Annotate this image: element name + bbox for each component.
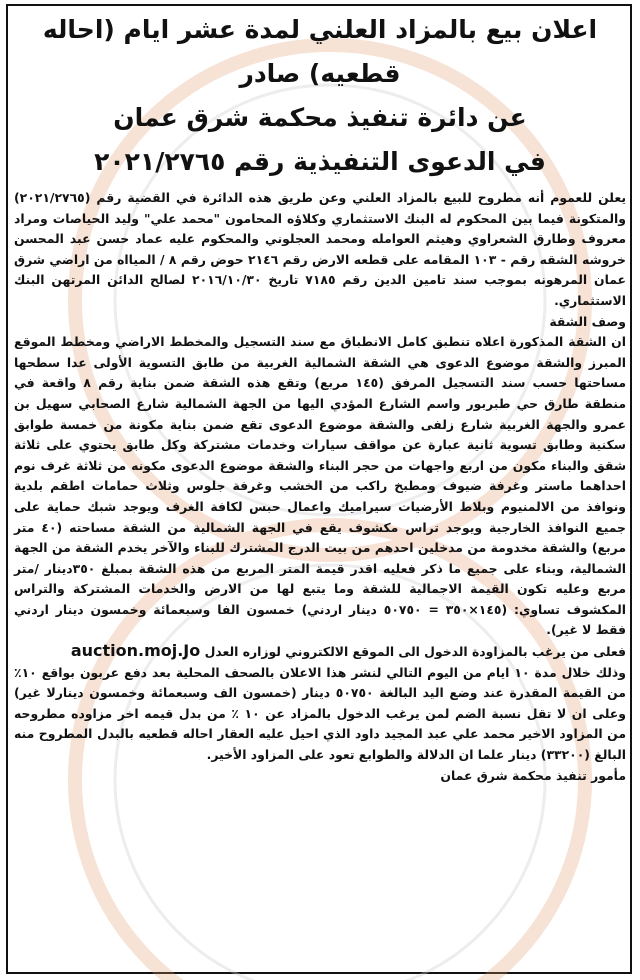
intro-paragraph: يعلن للعموم أنه مطروح للبيع بالمزاد العلني وعن طريق هذه الدائرة في القضية رقم (٢٠٢١/٢٧٦٥) والمتكونة فيما بين المحكوم له البنك الاستثماري وكلاؤه المحامون "محمد علي" وليد الحياصات ومراد معروف وطارق الشعراوي وهيثم العوامله ومحمد العجلوني والمحكوم عليه عماد حسن عبد المحسن خروشه الشقه رقم - ١٠٣ المقامه على قطعه الارض رقم ٢١٤٦ حوض رقم ٨ / الميااه من اراضي شرق عمان المرهونه بموجب سند تامين الدين رقم ٧١٨٥ تاريخ ٢٠١٦/١٠/٣٠ لصالح الدائن المرتهن البنك الاستثماري.	[14, 190, 626, 308]
title-line-3: في الدعوى التنفيذية رقم ٢٠٢١/٢٧٦٥	[94, 147, 546, 176]
terms-paragraph: وذلك خلال مدة ١٠ ايام من اليوم التالي لنشر هذا الاعلان بالصحف المحلية بعد دفع عربون بواقع ١٠٪ من القيمة المقدرة عند وضع اليد البالغة ٥٠٧٥٠ دينار (خمسون الف وسبعمائة وخمسون دينارلا غير) وعلى ان لا تقل نسبة الضم لمن يرغب الدخول بالمزاد عن ١٠ ٪ من بدل قيمه اخر مزاوده مطروحه من المزاود الاخير محمد علي عبد المجيد داود الذي احيل عليه العقار احاله قطعيه بالبدل المطروح منه البالغ (٣٣٢٠٠) دينار علما ان الدلالة والطوابع تعود على المزاود الأخير.	[14, 664, 626, 763]
title-line-1: اعلان بيع بالمزاد العلني لمدة عشر ايام (احاله قطعيه) صادر	[42, 15, 598, 88]
description-paragraph: ان الشقة المذكورة اعلاه تنطبق كامل الانطباق مع سند التسجيل والمخطط الاراضي ومخطط الموقع المبرز والشقة موضوع الدعوى هي الشقة الشمالية الغربية من طابق التسوية الأولى عدا سطحها مساحتها حسب سند التسجيل المرفق (١٤٥ مربع) وتقع هذه الشقة ضمن بناية رقم ٨ واقعة في منطقة طارق حي طبربور واسم الشارع المؤدي اليها من الجهة الشمالية شارع الصحابي سهيل بن عمرو والجهة الغربية شارع زلفى والشقة موضوع الدعوى تقع ضمن بناية مكونة من خمسة طوابق سكنية وطابق تسوية ثانية عبارة عن مواقف سيارات وخدمات مشتركة وكل طابق يحتوي على ثلاثة شقق والبناء مكون من اربع واجهات من حجر البناء والشقة موضوع الدعوى مكونه من ثلاثة غرف نوم احداهما ماستر وغرفة ضيوف ومطبخ راكب من الخشب وغرفة جلوس وثلاث حمامات اطقم بلدية ونوافذ من الالمنيوم وبلاط الأرضيات سيراميك واعمال حبس لكافة الغرف ويوجد شبك حماية على جميع النوافذ الخارجية ويوجد تراس مكشوف يقع في الجهة الشمالية من الشقة مساحته (٤٠ متر مربع) والشقة مخدومة من مدخلين احدهم من بيت الدرج المشترك للبناء والآخر يخدم الشقة من الجهة الشمالية، وبناء على جميع ما ذكر فعليه اقدر قيمة المتر المربع من هذه الشقة بمبلغ ٣٥٠دينار /متر مربع وعليه تكون القيمة الاجمالية للشقة وما يتبع لها من الارض والخدمات المشتركة والتراس المكشوف تساوي: (١٤٥×٣٥٠ = ٥٠٧٥٠ دينار اردني) خمسون الفا وسبعمائة وخمسون دينار اردني فقط لا غير).	[14, 334, 626, 638]
bidding-paragraph	[14, 641, 626, 663]
signature: مأمور تنفيذ محكمة شرق عمان	[440, 767, 626, 783]
description-heading: وصف الشقة	[549, 313, 626, 329]
auction-website-link[interactable]: auction.moj.Jo	[70, 641, 201, 661]
announcement-body	[14, 188, 626, 786]
title-line-2: عن دائرة تنفيذ محكمة شرق عمان	[113, 103, 527, 132]
bidding-text: فعلى من يرغب بالمزاودة الدخول الى الموقع الالكتروني لوزاره العدل	[204, 644, 626, 660]
